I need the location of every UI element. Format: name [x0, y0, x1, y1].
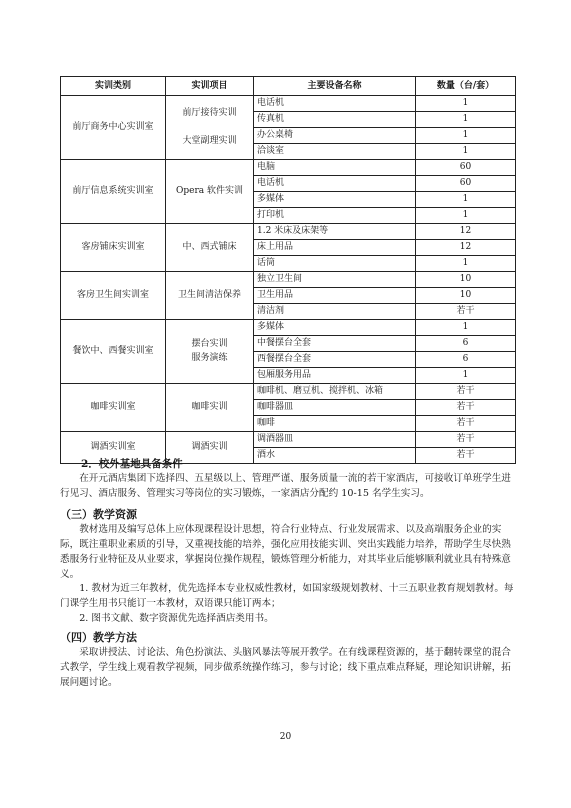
- header-project: 实训项目: [166, 77, 254, 96]
- equipment-qty: 60: [416, 176, 516, 192]
- equipment-name: 电话机: [254, 96, 416, 112]
- equipment-name: 办公桌椅: [254, 128, 416, 144]
- header-quantity: 数量（台/套）: [416, 77, 516, 96]
- category-cell: 前厅信息系统实训室: [61, 160, 166, 224]
- resources-heading: （三）教学资源: [60, 507, 137, 521]
- equipment-qty: 6: [416, 352, 516, 368]
- equipment-qty: 1: [416, 96, 516, 112]
- equipment-name: 多媒体: [254, 320, 416, 336]
- equipment-qty: 1: [416, 128, 516, 144]
- project-cell: Opera 软件实训: [166, 160, 254, 224]
- equipment-qty: 1: [416, 144, 516, 160]
- equipment-name: 传真机: [254, 112, 416, 128]
- equipment-name: 西餐摆台全套: [254, 352, 416, 368]
- equipment-qty: 1: [416, 192, 516, 208]
- table-header-row: [61, 77, 516, 96]
- equipment-name: 1.2 米床及床架等: [254, 224, 416, 240]
- page-number: 20: [279, 732, 292, 742]
- textbook-item: 1. 教材为近三年教材，优先选择本专业权威性教材，如国家级规划教材、十三五职业教育规划教材。每门课学生用书只能订一本教材，双语课只能订两本；: [60, 583, 514, 610]
- equipment-name: 话筒: [254, 256, 416, 272]
- category-cell: 客房卫生间实训室: [61, 272, 166, 320]
- equipment-name: 咖啡机、磨豆机、搅拌机、冰箱: [254, 384, 416, 400]
- table-row: [61, 96, 516, 112]
- equipment-name: 卫生用品: [254, 288, 416, 304]
- project-label: 前厅接待实训: [182, 108, 237, 119]
- methods-heading: （四）教学方法: [60, 631, 137, 645]
- equipment-qty: 1: [416, 368, 516, 384]
- equipment-name: 多媒体: [254, 192, 416, 208]
- project-label: 摆台实训: [191, 339, 228, 350]
- project-cell: [166, 320, 254, 384]
- category-cell: 调酒实训室: [61, 432, 166, 464]
- equipment-qty: 1: [416, 112, 516, 128]
- equipment-qty: 60: [416, 160, 516, 176]
- offsite-paragraph: 在开元酒店集团下选择四、五星级以上、管理严谨、服务质量一流的若干家酒店，可接收订单班学生进行见习、酒店服务、管理实习等岗位的实习锻炼，一家酒店分配约 10-15 名学生实习。: [60, 473, 511, 500]
- project-cell: 卫生间清洁保养: [166, 272, 254, 320]
- equipment-name: 电话机: [254, 176, 416, 192]
- project-cell: [166, 96, 254, 160]
- equipment-qty: 若干: [416, 304, 516, 320]
- project-label: 大堂副理实训: [182, 135, 237, 146]
- project-cell: 咖啡实训: [166, 384, 254, 432]
- resources-paragraph: 教材选用及编写总体上应体现课程设计思想，符合行业特点、行业发展需求、以及高端服务企业的实际，既注重职业素质的引导，又重视技能的培养，强化应用技能实训、突出实践能力培养，帮助学生尽快熟悉服务行业特征及从业要求，掌握岗位操作规程，锻炼管理分析能力，对其毕业后能够顺利就业具有特殊意义。: [60, 524, 511, 580]
- equipment-qty: 若干: [416, 432, 516, 448]
- offsite-heading: 2．校外基地具备条件: [81, 458, 183, 470]
- category-cell: 客房铺床实训室: [61, 224, 166, 272]
- project-label: 服务演练: [191, 352, 228, 363]
- equipment-qty: 12: [416, 240, 516, 256]
- category-cell: 餐饮中、西餐实训室: [61, 320, 166, 384]
- table-row: [61, 320, 516, 336]
- equipment-name: 中餐摆台全套: [254, 336, 416, 352]
- equipment-qty: 10: [416, 288, 516, 304]
- equipment-name: 清洁剂: [254, 304, 416, 320]
- category-cell: 咖啡实训室: [61, 384, 166, 432]
- equipment-qty: 6: [416, 336, 516, 352]
- equipment-qty: 若干: [416, 400, 516, 416]
- equipment-name: 电脑: [254, 160, 416, 176]
- header-category: 实训类别: [61, 77, 166, 96]
- body-content: [60, 456, 515, 691]
- library-item: 2. 图书文献、数字资源优先选择酒店类用书。: [79, 613, 274, 625]
- table-row: [61, 160, 516, 176]
- equipment-name: 床上用品: [254, 240, 416, 256]
- project-cell: 中、西式铺床: [166, 224, 254, 272]
- equipment-qty: 若干: [416, 448, 516, 464]
- equipment-name: 调酒器皿: [254, 432, 416, 448]
- equipment-name: 打印机: [254, 208, 416, 224]
- equipment-qty: 若干: [416, 384, 516, 400]
- equipment-name: 洽谈室: [254, 144, 416, 160]
- equipment-name: 咖啡: [254, 416, 416, 432]
- table-row: [61, 432, 516, 448]
- equipment-qty: 若干: [416, 416, 516, 432]
- equipment-qty: 10: [416, 272, 516, 288]
- equipment-name: 酒水: [254, 448, 416, 464]
- table-row: [61, 224, 516, 240]
- equipment-qty: 1: [416, 320, 516, 336]
- category-cell: 前厅商务中心实训室: [61, 96, 166, 160]
- equipment-name: 独立卫生间: [254, 272, 416, 288]
- equipment-name: 咖啡器皿: [254, 400, 416, 416]
- equipment-qty: 12: [416, 224, 516, 240]
- equipment-table: [60, 76, 516, 464]
- equipment-qty: 1: [416, 208, 516, 224]
- equipment-qty: 1: [416, 256, 516, 272]
- table-row: [61, 384, 516, 400]
- project-cell: 调酒实训: [166, 432, 254, 464]
- table-row: [61, 272, 516, 288]
- methods-paragraph: 采取讲授法、讨论法、角色扮演法、头脑风暴法等展开教学。在有线课程资源的，基于翻转课堂的混合式教学，学生线上观看教学视频，同步做系统操作练习，参与讨论；线下重点难点释疑，理论知识讲解，拓展问题讨论。: [60, 647, 511, 688]
- header-equipment: 主要设备名称: [254, 77, 416, 96]
- equipment-name: 包厢服务用品: [254, 368, 416, 384]
